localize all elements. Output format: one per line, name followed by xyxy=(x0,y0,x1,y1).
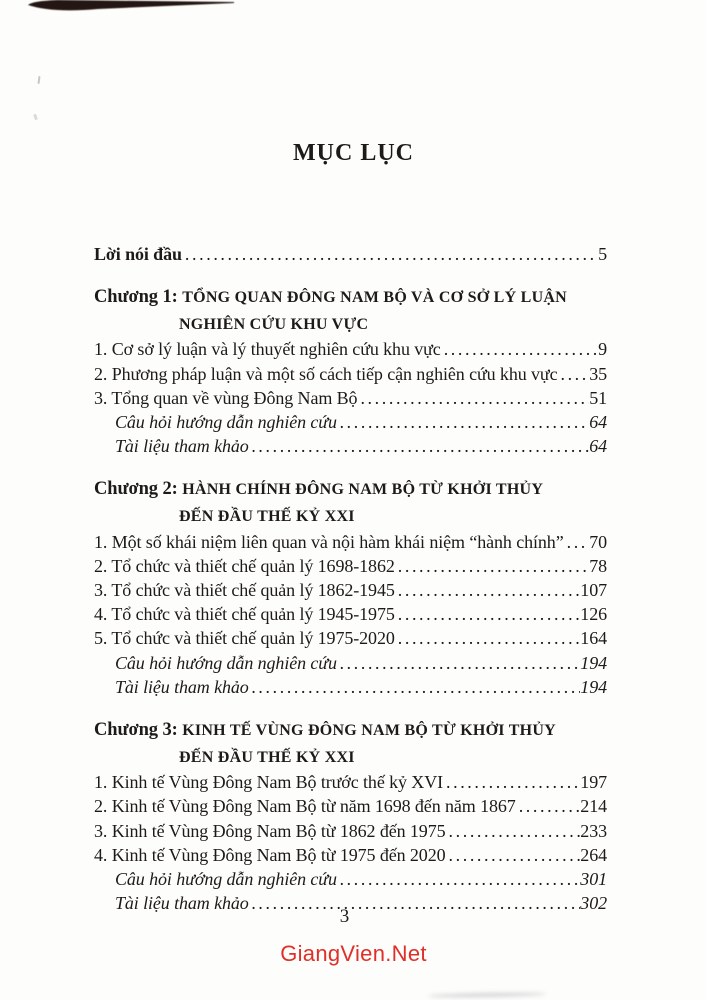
toc-entry-page: 214 xyxy=(580,796,607,817)
toc-entry-page: 126 xyxy=(580,604,607,625)
toc-entry-label: 3. Kinh tế Vùng Đông Nam Bộ từ 1862 đến 1975 xyxy=(94,820,446,841)
toc-entry-label: 5. Tổ chức và thiết chế quản lý 1975-2020 xyxy=(94,628,395,649)
chapter-heading xyxy=(94,284,607,337)
toc-entry-page: 78 xyxy=(589,555,607,576)
toc-entry xyxy=(94,626,607,650)
toc-entry-page: 301 xyxy=(580,869,607,890)
dot-leader xyxy=(395,578,581,602)
toc-entry xyxy=(94,819,607,843)
toc-entry-page: 64 xyxy=(589,412,607,432)
toc-entry-label: 1. Kinh tế Vùng Đông Nam Bộ trước thế kỷ XVI xyxy=(94,772,443,793)
toc-entry xyxy=(94,675,607,699)
scan-speck xyxy=(37,76,40,84)
dot-leader xyxy=(357,386,589,410)
toc-entry-label: Câu hỏi hướng dẫn nghiên cứu xyxy=(115,652,337,673)
chapter-heading-prefix: Chương 3: xyxy=(94,720,183,741)
toc-entry-page: 51 xyxy=(589,387,607,408)
table-of-contents xyxy=(94,242,607,915)
toc-entry-page: 9 xyxy=(598,339,607,360)
chapter-heading-title: HÀNH CHÍNH ĐÔNG NAM BỘ TỪ KHỞI THỦY ĐẾN ĐẦU THẾ KỶ XXI xyxy=(179,481,544,525)
chapter-heading xyxy=(94,717,607,770)
toc-entry-label: Tài liệu tham khảo xyxy=(115,893,249,914)
toc-entry-page: 233 xyxy=(580,820,607,841)
dot-leader xyxy=(249,434,589,458)
toc-entry xyxy=(94,554,607,578)
toc-entry xyxy=(94,242,607,266)
toc-entry xyxy=(94,530,607,554)
toc-entry-page: 64 xyxy=(589,436,607,457)
toc-entry-label: Lời nói đầu xyxy=(94,244,182,264)
dot-leader xyxy=(446,843,581,867)
dot-leader xyxy=(441,337,598,361)
toc-entry-page: 5 xyxy=(598,244,607,264)
dot-leader xyxy=(516,794,581,818)
chapter-heading-prefix: Chương 2: xyxy=(94,479,183,500)
toc-entry-label: 2. Tổ chức và thiết chế quản lý 1698-1862 xyxy=(94,555,395,576)
toc-entry-label: 1. Cơ sở lý luận và lý thuyết nghiên cứu khu vực xyxy=(94,339,441,360)
toc-entry-label: 4. Tổ chức và thiết chế quản lý 1945-1975 xyxy=(94,604,395,625)
toc-entry-label: 1. Một số khái niệm liên quan và nội hàm khái niệm “hành chính” xyxy=(94,531,564,552)
dot-leader xyxy=(564,530,590,554)
toc-entry-page: 194 xyxy=(580,676,607,697)
toc-entry xyxy=(94,651,607,675)
dot-leader xyxy=(557,362,589,386)
toc-entry-page: 164 xyxy=(580,628,607,649)
toc-entry-label: Câu hỏi hướng dẫn nghiên cứu xyxy=(115,412,337,432)
dot-leader xyxy=(337,410,589,434)
toc-entry xyxy=(94,794,607,818)
toc-entry-page: 302 xyxy=(580,893,607,914)
toc-entry-page: 194 xyxy=(580,652,607,673)
dot-leader xyxy=(443,770,580,794)
toc-entry xyxy=(94,386,607,410)
toc-entry xyxy=(94,410,607,434)
toc-entry-label: 3. Tổng quan về vùng Đông Nam Bộ xyxy=(94,387,358,408)
dot-leader xyxy=(249,675,581,699)
toc-entry-label: Tài liệu tham khảo xyxy=(115,676,249,697)
chapter-heading-title: KINH TẾ VÙNG ĐÔNG NAM BỘ TỪ KHỞI THỦY ĐẾN ĐẦU THẾ KỶ XXI xyxy=(179,722,556,766)
toc-entry xyxy=(94,602,607,626)
toc-entry xyxy=(94,434,607,458)
toc-entry-page: 264 xyxy=(580,844,607,865)
scan-speck xyxy=(33,114,38,121)
toc-entry-label: Tài liệu tham khảo xyxy=(115,436,249,457)
toc-entry xyxy=(94,843,607,867)
dot-leader xyxy=(337,867,580,891)
toc-entry-label: 4. Kinh tế Vùng Đông Nam Bộ từ 1975 đến 2020 xyxy=(94,844,446,865)
watermark-text: GiangVien.Net xyxy=(280,941,427,966)
dot-leader xyxy=(337,651,580,675)
dot-leader xyxy=(182,242,598,266)
dot-leader xyxy=(395,602,581,626)
toc-entry xyxy=(94,337,607,361)
toc-entry-label: Câu hỏi hướng dẫn nghiên cứu xyxy=(115,869,337,890)
toc-entry xyxy=(94,770,607,794)
page-number: 3 xyxy=(339,906,350,927)
toc-entry-label: 3. Tổ chức và thiết chế quản lý 1862-1945 xyxy=(94,580,395,600)
book-spine-shadow-icon xyxy=(0,0,260,16)
toc-entry-page: 197 xyxy=(580,772,607,793)
toc-entry xyxy=(94,578,607,602)
dot-leader xyxy=(395,626,581,650)
dot-leader xyxy=(446,819,581,843)
page-edge-shadow xyxy=(428,992,546,998)
chapter-heading-prefix: Chương 1: xyxy=(94,287,183,308)
toc-entry-page: 35 xyxy=(589,363,607,384)
toc-entry xyxy=(94,362,607,386)
toc-entry-label: 2. Phương pháp luận và một số cách tiếp cận nghiên cứu khu vực xyxy=(94,363,558,384)
toc-entry xyxy=(94,867,607,891)
toc-entry-page: 107 xyxy=(580,580,607,600)
chapter-heading xyxy=(94,476,607,529)
page-title: MỤC LỤC xyxy=(293,140,414,166)
dot-leader xyxy=(395,554,589,578)
chapter-heading-title: TỔNG QUAN ĐÔNG NAM BỘ VÀ CƠ SỞ LÝ LUẬN NGHIÊN CỨU KHU VỰC xyxy=(179,289,567,333)
toc-entry-page: 70 xyxy=(589,531,607,552)
toc-entry-label: 2. Kinh tế Vùng Đông Nam Bộ từ năm 1698 đến năm 1867 xyxy=(94,796,516,817)
